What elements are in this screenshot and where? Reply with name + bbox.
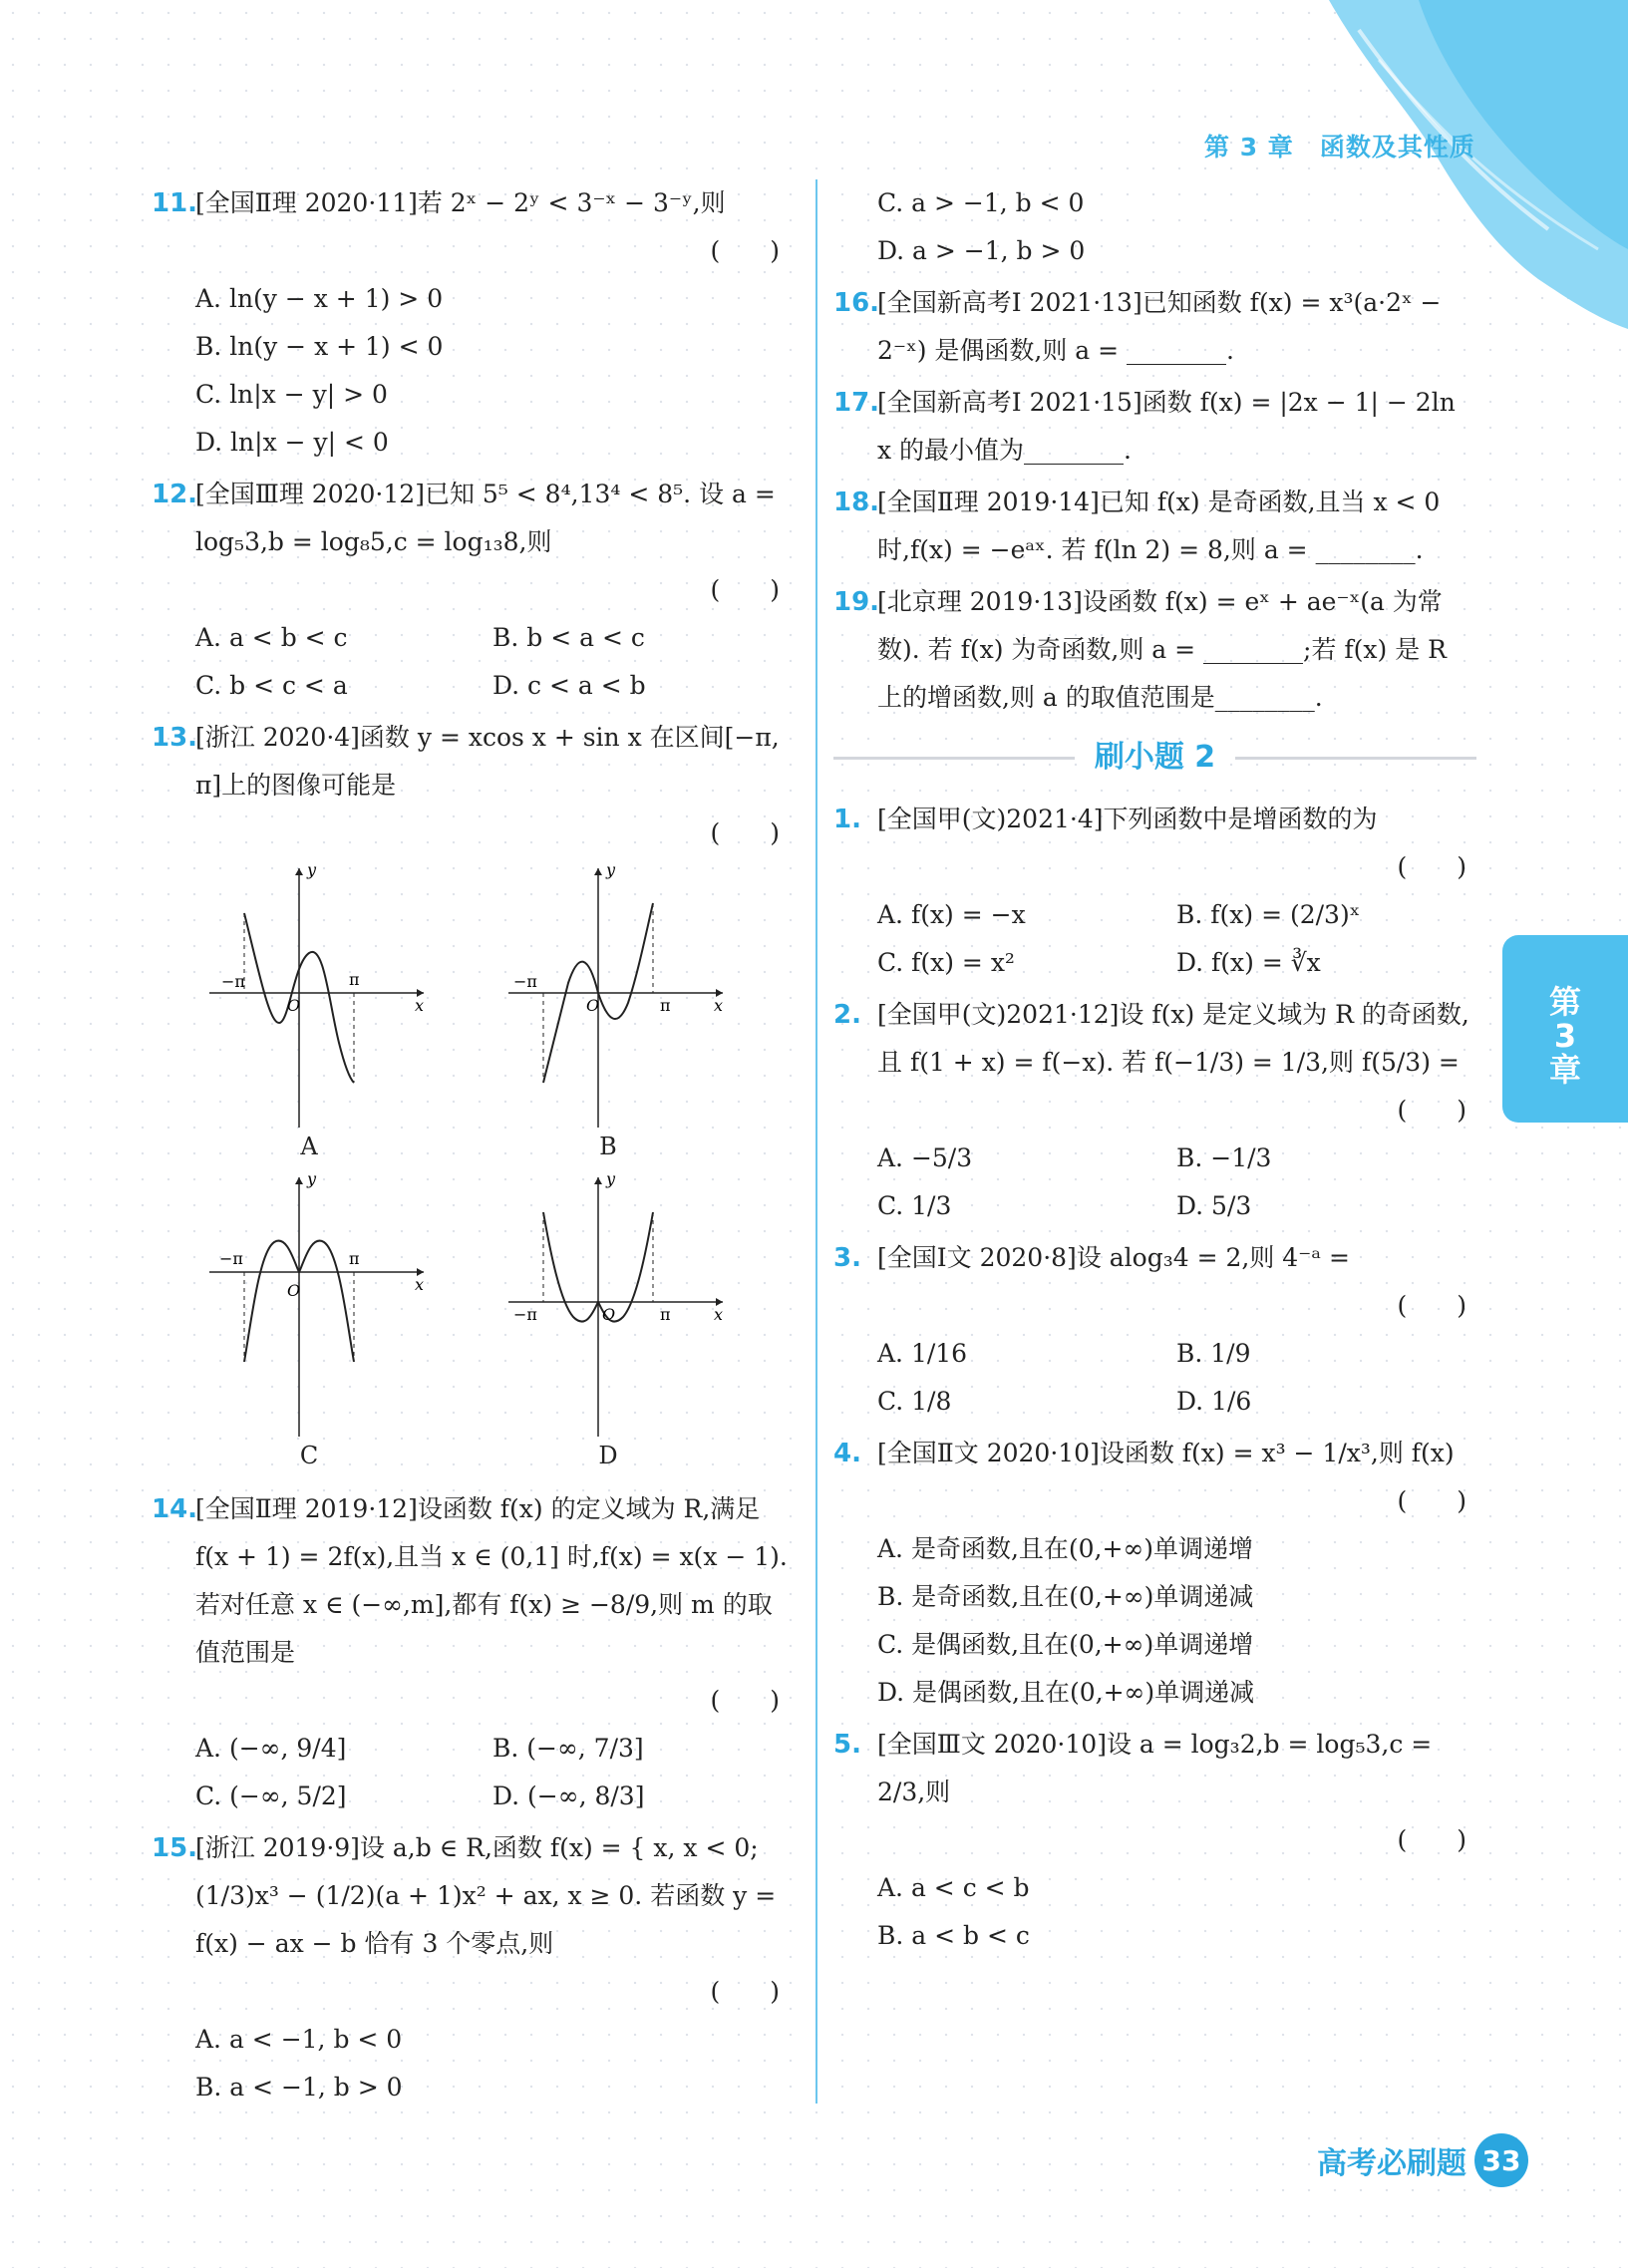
pi-label: π (349, 970, 360, 989)
option-row (152, 1725, 790, 1773)
option-c: C. a > −1, b < 0 (877, 188, 1085, 217)
origin-label: O (287, 1281, 301, 1300)
option-a: A. 是奇函数,且在(0,+∞)单调递增 (877, 1534, 1254, 1563)
question-text: [全国甲(文)2021·4]下列函数中是增函数的为 (877, 805, 1378, 833)
graph-c (189, 1172, 488, 1481)
graph-options (189, 863, 790, 1481)
option-d: D. a > −1, b > 0 (877, 236, 1086, 265)
option-a: A. −5/3 (877, 1143, 973, 1172)
side-tab-text: 第 3 章 (1548, 983, 1581, 1089)
graph-a (189, 863, 488, 1172)
option-b: B. f(x) = (2/3)ˣ (1176, 900, 1361, 929)
question-text: [全国Ⅱ理 2020·11]若 2ˣ − 2ʸ < 3⁻ˣ − 3⁻ʸ,则 (195, 188, 726, 217)
question-number: 4. (833, 1439, 861, 1468)
question-12 (152, 471, 790, 710)
question-13 (152, 714, 790, 1481)
option-c: C. b < c < a (195, 671, 348, 700)
option-b: B. b < a < c (492, 623, 645, 652)
question-number: 5. (833, 1730, 861, 1760)
answer-parentheses: ( ) (1397, 852, 1466, 881)
option-row (833, 891, 1476, 939)
section-header (833, 734, 1476, 782)
question-text: [全国Ⅱ文 2020·10]设函数 f(x) = x³ − 1/x³,则 f(x) (877, 1439, 1455, 1467)
question-text: [全国Ⅱ理 2019·14]已知 f(x) 是奇函数,且当 x < 0 时,f(x) = −eᵃˣ. 若 f(ln 2) = 8,则 a = ________. (877, 487, 1441, 564)
graph-label: A (300, 1133, 318, 1160)
option-c: C. 是偶函数,且在(0,+∞)单调递增 (877, 1630, 1254, 1659)
question-18 (833, 479, 1476, 574)
origin-label: O (586, 996, 600, 1015)
question-number: 11. (152, 188, 198, 218)
option-row (833, 1330, 1476, 1378)
option-c: C. (−∞, 5/2] (195, 1782, 347, 1810)
option-b: B. a < −1, b > 0 (195, 2073, 403, 2102)
left-column (152, 179, 790, 2115)
question-text: [全国新高考Ⅰ 2021·13]已知函数 f(x) = x³(a·2ˣ − 2⁻ˣ) 是偶函数,则 a = ________. (877, 288, 1442, 365)
option-b: B. −1/3 (1176, 1143, 1272, 1172)
origin-label: O (602, 1305, 616, 1324)
option-row (833, 1182, 1476, 1230)
answer-parentheses: ( ) (710, 236, 780, 265)
question-number: 3. (833, 1243, 861, 1273)
option-c: C. 1/3 (877, 1191, 952, 1220)
neg-pi-label: −π (219, 1249, 243, 1268)
question-number: 19. (833, 587, 880, 617)
chapter-side-tab (1502, 935, 1628, 1123)
chapter-header (1204, 128, 1501, 163)
question-11 (152, 179, 790, 467)
axis-y-label: y (307, 1172, 317, 1188)
graph-b (488, 863, 788, 1172)
graph-label: D (598, 1442, 618, 1469)
graph-label: C (299, 1442, 319, 1469)
question-14 (152, 1485, 790, 1820)
practice-1 (833, 796, 1476, 987)
question-number: 13. (152, 723, 198, 753)
option-d: D. (−∞, 8/3] (492, 1782, 645, 1810)
answer-parentheses: ( ) (710, 1686, 780, 1715)
question-text: [全国新高考Ⅰ 2021·15]函数 f(x) = |2x − 1| − 2ln x 的最小值为________. (877, 388, 1456, 465)
option-row (833, 1378, 1476, 1426)
footer-label: 高考必刷题 (1317, 2146, 1466, 2181)
question-text: [浙江 2020·4]函数 y = xcos x + sin x 在区间[−π, π]上的图像可能是 (195, 723, 780, 800)
option-d: D. 5/3 (1176, 1191, 1252, 1220)
question-19 (833, 578, 1476, 722)
option-a: A. a < −1, b < 0 (195, 2025, 403, 2054)
question-text: [北京理 2019·13]设函数 f(x) = eˣ + ae⁻ˣ(a 为常数). 若 f(x) 为奇函数,则 a = ________;若 f(x) 是 R 上的增函数,则 a 的取值范围是________. (877, 587, 1447, 712)
option-a: A. a < b < c (195, 623, 348, 652)
option-a: A. f(x) = −x (877, 900, 1026, 929)
axis-x-label: x (415, 1275, 425, 1294)
graph-label: B (599, 1133, 617, 1160)
question-15-continued (833, 179, 1476, 275)
option-b: B. 是奇函数,且在(0,+∞)单调递减 (877, 1582, 1254, 1611)
question-number: 2. (833, 1000, 861, 1030)
option-b: B. (−∞, 7/3] (492, 1734, 644, 1763)
pi-label: π (349, 1249, 360, 1268)
section-divider (1235, 757, 1476, 760)
graph-b-plot (488, 863, 728, 1133)
column-divider (815, 179, 817, 2104)
option-c: C. ln|x − y| > 0 (195, 380, 388, 409)
question-number: 16. (833, 288, 880, 318)
axis-x-label: x (415, 996, 425, 1015)
page-footer (1317, 2133, 1528, 2187)
option-row (152, 614, 790, 662)
practice-2 (833, 991, 1476, 1230)
question-number: 14. (152, 1494, 198, 1524)
option-row (152, 662, 790, 710)
option-c: C. f(x) = x² (877, 948, 1015, 977)
option-b: B. ln(y − x + 1) < 0 (195, 332, 444, 361)
answer-parentheses: ( ) (1397, 1825, 1466, 1854)
pi-label: π (660, 996, 671, 1015)
neg-pi-label: −π (513, 1305, 537, 1324)
option-d: D. ln|x − y| < 0 (195, 428, 389, 457)
question-16 (833, 279, 1476, 375)
origin-label: O (287, 996, 301, 1015)
practice-4 (833, 1430, 1476, 1717)
axis-x-label: x (714, 996, 724, 1015)
answer-parentheses: ( ) (1397, 1291, 1466, 1320)
neg-pi-label: −π (221, 972, 245, 991)
question-text: [浙江 2019·9]设 a,b ∈ R,函数 f(x) = { x, x < 0; (1/3)x³ − (1/2)(a + 1)x² + ax, x ≥ 0. 若函数 y = f(x) − ax − b 恰有 3 个零点,则 (195, 1833, 777, 1958)
option-d: D. c < a < b (492, 671, 646, 700)
graph-d-plot (488, 1172, 728, 1442)
option-d: D. 是偶函数,且在(0,+∞)单调递减 (877, 1678, 1255, 1707)
axis-y-label: y (606, 863, 616, 879)
section-divider (833, 757, 1075, 760)
neg-pi-label: −π (513, 972, 537, 991)
question-text: [全国Ⅲ理 2020·12]已知 5⁵ < 8⁴,13⁴ < 8⁵. 设 a = log₅3,b = log₈5,c = log₁₃8,则 (195, 480, 776, 556)
option-row (152, 1773, 790, 1820)
option-d: D. 1/6 (1176, 1387, 1252, 1416)
graph-d (488, 1172, 788, 1481)
practice-5 (833, 1721, 1476, 1960)
option-d: D. f(x) = ∛x (1176, 948, 1321, 977)
answer-parentheses: ( ) (710, 1977, 780, 2006)
option-b: B. a < b < c (877, 1921, 1030, 1950)
question-text: [全国Ⅰ文 2020·8]设 alog₃4 = 2,则 4⁻ᵃ = (877, 1243, 1350, 1272)
right-column (833, 179, 1476, 1964)
pi-label: π (660, 1305, 671, 1324)
option-row (833, 939, 1476, 987)
question-text: [全国Ⅲ文 2020·10]设 a = log₃2,b = log₅3,c = 2/3,则 (877, 1730, 1433, 1806)
question-number: 12. (152, 480, 198, 509)
answer-parentheses: ( ) (710, 575, 780, 604)
option-b: B. 1/9 (1176, 1339, 1251, 1368)
option-a: A. ln(y − x + 1) > 0 (195, 284, 444, 313)
question-number: 15. (152, 1833, 198, 1863)
axis-x-label: x (714, 1305, 724, 1324)
option-a: A. a < c < b (877, 1873, 1030, 1902)
chapter-number: 第 3 章 (1204, 133, 1294, 162)
axis-y-label: y (307, 863, 317, 879)
answer-parentheses: ( ) (1397, 1486, 1466, 1515)
question-text: [全国Ⅱ理 2019·12]设函数 f(x) 的定义域为 R,满足 f(x + 1) = 2f(x),且当 x ∈ (0,1] 时,f(x) = x(x − 1). 若对任意 x ∈ (−∞,m],都有 f(x) ≥ −8/9,则 m 的取值范围是 (195, 1494, 788, 1667)
option-row (833, 1134, 1476, 1182)
graph-a-plot (189, 863, 429, 1133)
answer-parentheses: ( ) (710, 818, 780, 847)
page-number: 33 (1474, 2133, 1528, 2187)
question-number: 1. (833, 805, 861, 834)
question-17 (833, 379, 1476, 475)
practice-3 (833, 1234, 1476, 1426)
question-text: [全国甲(文)2021·12]设 f(x) 是定义域为 R 的奇函数,且 f(1 + x) = f(−x). 若 f(−1/3) = 1/3,则 f(5/3) = (877, 1000, 1469, 1077)
option-a: A. 1/16 (877, 1339, 968, 1368)
axis-y-label: y (606, 1172, 616, 1188)
question-number: 18. (833, 487, 880, 517)
chapter-title: 函数及其性质 (1319, 133, 1475, 162)
question-15 (152, 1824, 790, 2111)
graph-c-plot (189, 1172, 429, 1442)
question-number: 17. (833, 388, 880, 418)
option-c: C. 1/8 (877, 1387, 952, 1416)
answer-parentheses: ( ) (1397, 1096, 1466, 1125)
option-a: A. (−∞, 9/4] (195, 1734, 347, 1763)
section-title: 刷小题 2 (1094, 740, 1216, 775)
